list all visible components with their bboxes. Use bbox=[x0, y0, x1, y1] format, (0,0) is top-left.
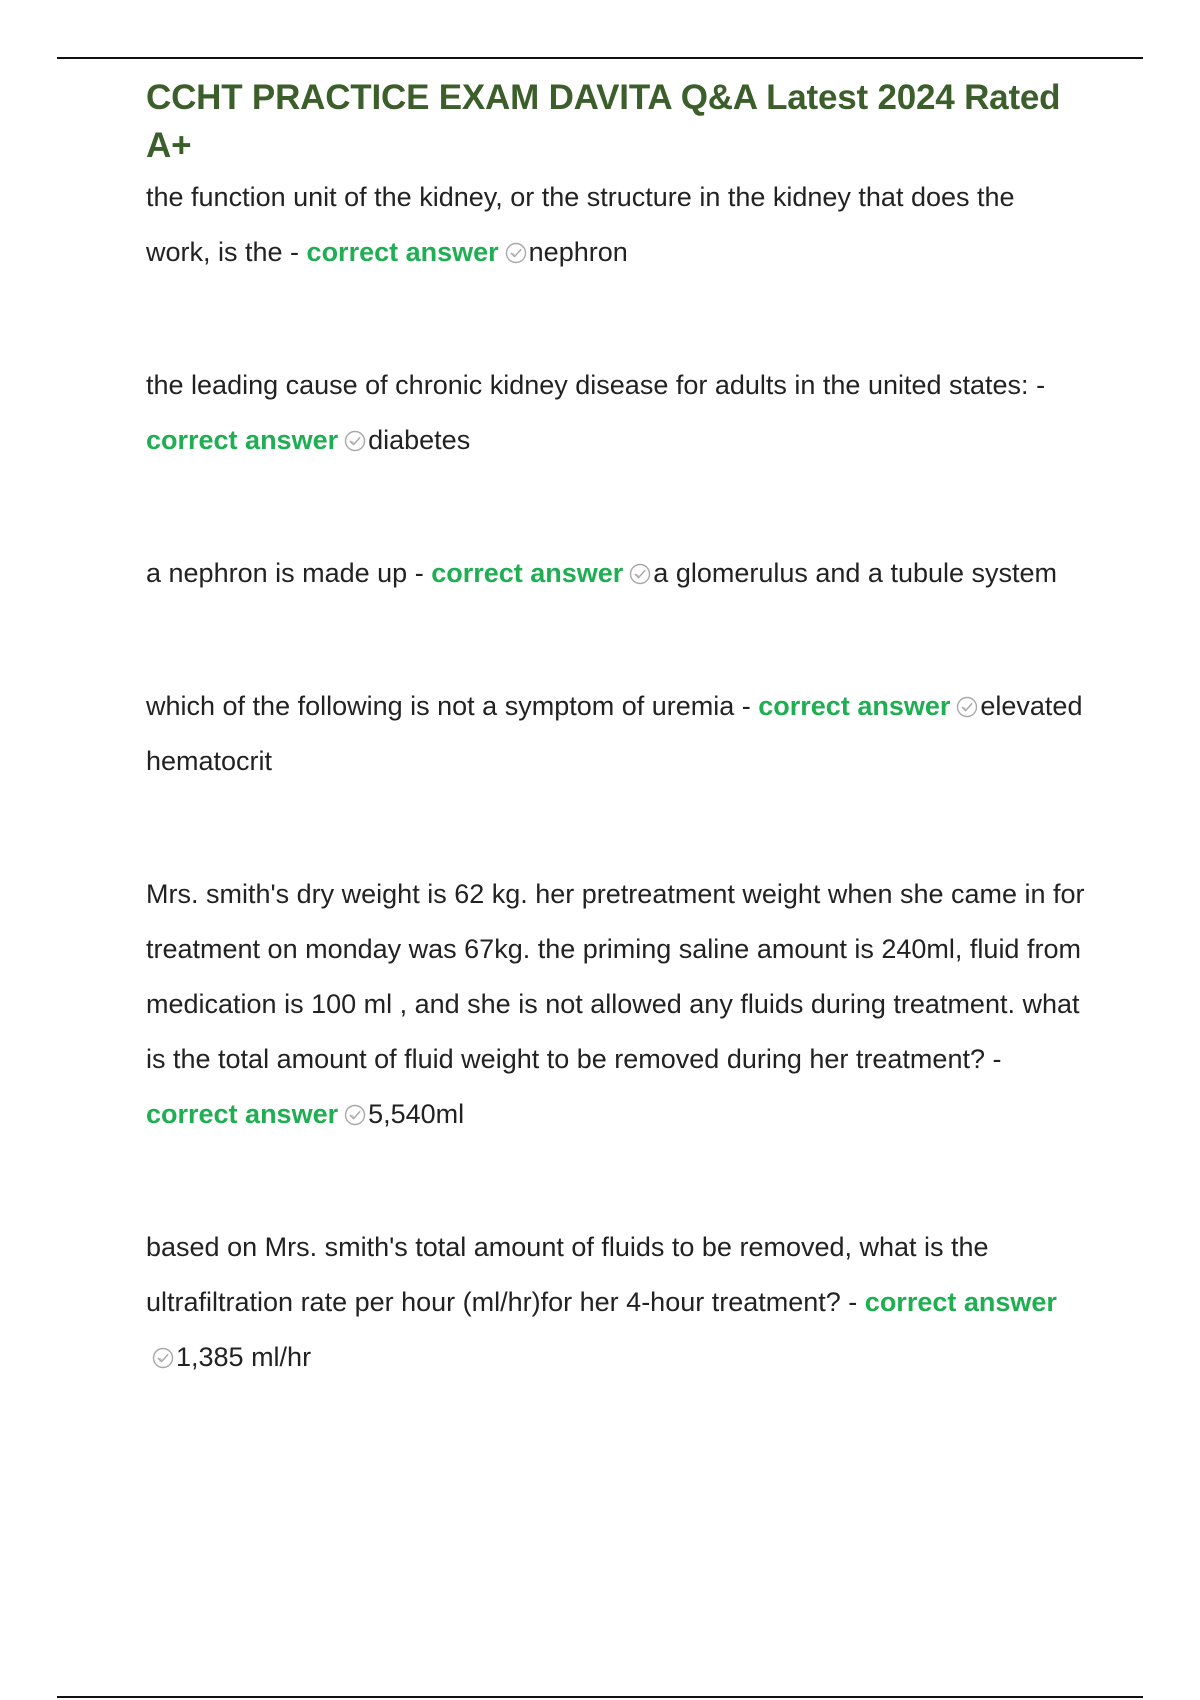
correct-answer-label: correct answer bbox=[146, 1099, 339, 1129]
qa-item bbox=[146, 679, 1086, 789]
question-text: which of the following is not a symptom of uremia bbox=[146, 691, 735, 721]
separator: - bbox=[1028, 370, 1046, 400]
check-circle-icon bbox=[629, 563, 651, 585]
correct-answer-label: correct answer bbox=[431, 558, 624, 588]
answer-text: 1,385 ml/hr bbox=[176, 1342, 312, 1372]
qa-list bbox=[146, 170, 1086, 1385]
check-circle-icon bbox=[505, 242, 527, 264]
separator: - bbox=[282, 237, 307, 267]
qa-item bbox=[146, 170, 1086, 280]
document-title: CCHT PRACTICE EXAM DAVITA Q&A Latest 2024 Rated A+ bbox=[146, 78, 1061, 165]
check-circle-icon bbox=[956, 696, 978, 718]
separator: - bbox=[840, 1287, 865, 1317]
qa-item bbox=[146, 358, 1086, 468]
document-body bbox=[146, 74, 1086, 1385]
separator: - bbox=[984, 1044, 1002, 1074]
answer-text: diabetes bbox=[368, 425, 471, 455]
question-text: based on Mrs. smith's total amount of fluids to be removed, what is the ultrafiltration rate per hour (ml/hr)for her 4-hour treatment? bbox=[146, 1232, 989, 1317]
answer-text: a glomerulus and a tubule system bbox=[653, 558, 1058, 588]
separator: - bbox=[734, 691, 759, 721]
question-text: the leading cause of chronic kidney disease for adults in the united states: bbox=[146, 370, 1029, 400]
check-circle-icon bbox=[152, 1347, 174, 1369]
bottom-rule bbox=[57, 1696, 1143, 1698]
correct-answer-label: correct answer bbox=[864, 1287, 1057, 1317]
question-text: the function unit of the kidney, or the structure in the kidney that does the work, is the bbox=[146, 182, 1015, 267]
check-circle-icon bbox=[344, 430, 366, 452]
answer-text: elevated hematocrit bbox=[146, 691, 1083, 776]
question-text: Mrs. smith's dry weight is 62 kg. her pretreatment weight when she came in for treatment on monday was 67kg. the priming saline amount is 240ml, fluid from medication is 100 ml , and she is not allowed any fluids during treatment. what is the total amount of fluid weight to be removed during her treatment? bbox=[146, 879, 1085, 1074]
correct-answer-label: correct answer bbox=[758, 691, 951, 721]
answer-text: nephron bbox=[528, 237, 628, 267]
answer-text: 5,540ml bbox=[368, 1099, 465, 1129]
correct-answer-label: correct answer bbox=[146, 425, 339, 455]
top-rule bbox=[57, 57, 1143, 59]
check-circle-icon bbox=[344, 1104, 366, 1126]
qa-item bbox=[146, 1220, 1086, 1385]
correct-answer-label: correct answer bbox=[306, 237, 499, 267]
qa-item bbox=[146, 867, 1086, 1142]
separator: - bbox=[407, 558, 432, 588]
question-text: a nephron is made up bbox=[146, 558, 408, 588]
qa-item bbox=[146, 546, 1086, 601]
